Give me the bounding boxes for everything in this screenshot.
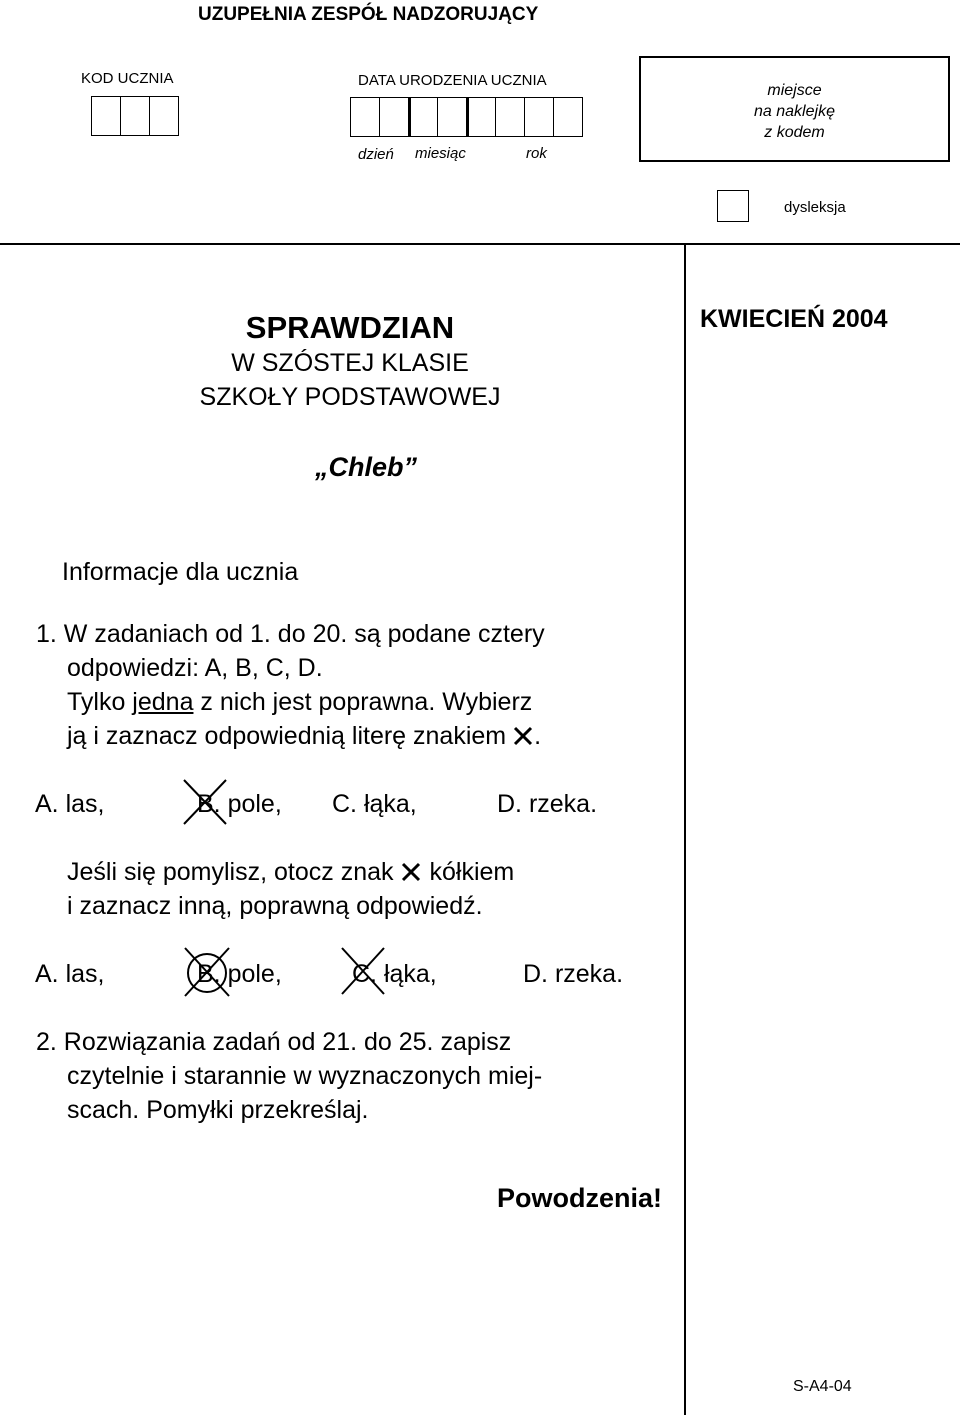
instruction-2-line-3: scach. Pomyłki przekreślaj. bbox=[67, 1096, 369, 1124]
header-title: UZUPEŁNIA ZESPÓŁ NADZORUJĄCY bbox=[198, 4, 539, 25]
miesiac-label: miesiąc bbox=[415, 145, 466, 162]
vertical-divider bbox=[684, 245, 686, 1415]
text-run: Jeśli się pomylisz, otocz znak bbox=[67, 858, 394, 886]
dysleksja-label: dysleksja bbox=[784, 199, 846, 216]
example-2-option-c: C. łąka, bbox=[352, 960, 437, 988]
rok-label: rok bbox=[526, 145, 547, 162]
kod-cell[interactable] bbox=[149, 96, 179, 136]
instruction-1-line-2: odpowiedzi: A, B, C, D. bbox=[67, 654, 323, 682]
example-1-option-d: D. rzeka. bbox=[497, 790, 598, 818]
kod-cell[interactable] bbox=[91, 96, 121, 136]
horizontal-divider bbox=[0, 243, 960, 245]
instruction-1-line-4 bbox=[67, 719, 541, 753]
sticker-line: z kodem bbox=[764, 124, 825, 141]
exam-date: KWIECIEŃ 2004 bbox=[700, 305, 888, 333]
document-code: S-A4-04 bbox=[793, 1378, 852, 1395]
text-run: z nich jest poprawna. Wybierz bbox=[193, 688, 533, 716]
circled-cross-mark-icon bbox=[180, 944, 234, 1000]
example-2-option-d: D. rzeka. bbox=[523, 960, 624, 988]
birth-date-cell[interactable] bbox=[437, 97, 467, 137]
example-1-option-b: B. pole, bbox=[197, 790, 282, 818]
kod-cell[interactable] bbox=[120, 96, 150, 136]
text-run: Tylko bbox=[67, 688, 133, 716]
mistake-line-2: i zaznacz inną, poprawną odpowiedź. bbox=[67, 892, 483, 920]
instruction-1-line-3 bbox=[67, 685, 532, 719]
birth-date-cell[interactable] bbox=[524, 97, 554, 137]
example-2-option-b: B. pole, bbox=[197, 960, 282, 988]
example-2-option-a: A. las, bbox=[35, 960, 105, 988]
data-urodzenia-label: DATA URODZENIA UCZNIA bbox=[358, 72, 547, 89]
birth-date-cell[interactable] bbox=[379, 97, 409, 137]
example-1-option-c: C. łąka, bbox=[332, 790, 417, 818]
exam-title-block bbox=[150, 310, 550, 414]
instruction-2-line-2: czytelnie i starannie w wyznaczonych miej- bbox=[67, 1062, 543, 1090]
dysleksja-checkbox[interactable] bbox=[717, 190, 749, 222]
sticker-placeholder bbox=[639, 56, 950, 162]
birth-date-cell[interactable] bbox=[553, 97, 583, 137]
birth-date-cell[interactable] bbox=[466, 97, 496, 137]
example-1-option-a: A. las, bbox=[35, 790, 105, 818]
instruction-1-line-1: 1. W zadaniach od 1. do 20. są podane cztery bbox=[36, 620, 545, 648]
sticker-line: miejsce bbox=[767, 82, 822, 99]
birth-date-boxes[interactable] bbox=[350, 97, 583, 137]
cross-mark-icon bbox=[180, 776, 230, 828]
text-run: ją i zaznacz odpowiednią literę znakiem bbox=[67, 722, 507, 750]
birth-date-cell[interactable] bbox=[495, 97, 525, 137]
instruction-2-line-1: 2. Rozwiązania zadań od 21. do 25. zapisz bbox=[36, 1028, 512, 1056]
dzien-label: dzień bbox=[358, 146, 394, 163]
mistake-line-1 bbox=[67, 855, 514, 889]
birth-date-cell[interactable] bbox=[350, 97, 380, 137]
emphasis-jedna: jedna bbox=[132, 688, 194, 716]
exam-subtitle-1: W SZÓSTEJ KLASIE bbox=[231, 349, 469, 377]
birth-date-cell[interactable] bbox=[408, 97, 438, 137]
exam-title: SPRAWDZIAN bbox=[245, 310, 455, 345]
cross-mark-icon bbox=[400, 861, 422, 883]
exam-topic: „Chleb” bbox=[315, 452, 418, 482]
kod-ucznia-label: KOD UCZNIA bbox=[81, 70, 174, 87]
good-luck: Powodzenia! bbox=[497, 1183, 663, 1213]
kod-ucznia-boxes[interactable] bbox=[91, 96, 179, 136]
text-run: . bbox=[534, 722, 542, 750]
info-heading: Informacje dla ucznia bbox=[62, 558, 299, 586]
exam-subtitle-2: SZKOŁY PODSTAWOWEJ bbox=[199, 383, 501, 411]
sticker-line: na naklejkę bbox=[754, 103, 835, 120]
cross-mark-icon bbox=[338, 944, 388, 998]
text-run: kółkiem bbox=[429, 858, 515, 886]
cross-mark-icon bbox=[512, 725, 534, 747]
